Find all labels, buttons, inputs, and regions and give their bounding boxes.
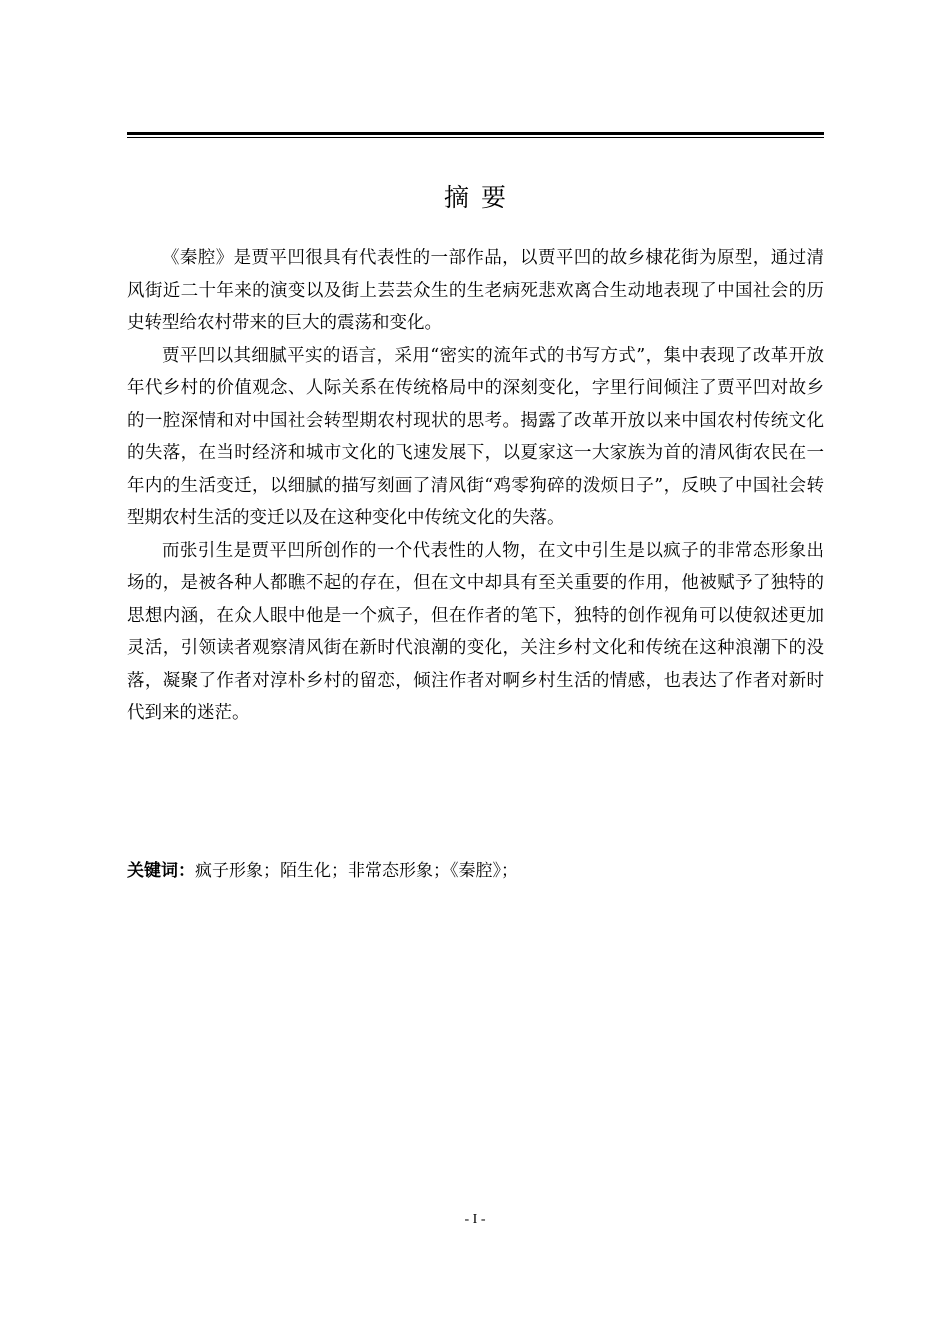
header-rule-thick [127, 132, 824, 135]
keywords-text: 疯子形象；陌生化；非常态形象；《秦腔》； [195, 861, 518, 881]
page-number: - I - [464, 1212, 486, 1227]
abstract-paragraph: 贾平凹以其细腻平实的语言，采用“密实的流年式的书写方式”，集中表现了改革开放年代乡村的价值观念、人际关系在传统格局中的深刻变化，字里行间倾注了贾平凹对故乡的一腔深情和对中国社会转型期农村现状的思考。揭露了改革开放以来中国农村传统文化的失落，在当时经济和城市文化的飞速发展下，以夏家这一大家族为首的清风街农民在一年内的生活变迁，以细腻的描写刻画了清风街“鸡零狗碎的泼烦日子”，反映了中国社会转型期农村生活的变迁以及在这种变化中传统文化的失落。 [127, 345, 824, 528]
header-rule-thin [127, 137, 824, 138]
keywords-label: 关键词： [127, 861, 195, 881]
abstract-paragraph: 《秦腔》是贾平凹很具有代表性的一部作品，以贾平凹的故乡棣花街为原型，通过清风街近二十年来的演变以及街上芸芸众生的生老病死悲欢离合生动地表现了中国社会的历史转型给农村带来的巨大的震荡和变化。 [127, 248, 824, 333]
page-title: 摘要 [443, 183, 518, 212]
abstract-body [127, 242, 824, 730]
keywords-line [127, 856, 824, 881]
abstract-paragraph: 而张引生是贾平凹所创作的一个代表性的人物，在文中引生是以疯子的非常态形象出场的，是被各种人都瞧不起的存在，但在文中却具有至关重要的作用，他被赋予了独特的思想内涵，在众人眼中他是一个疯子，但在作者的笔下，独特的创作视角可以使叙述更加灵活，引领读者观察清风街在新时代浪潮的变化，关注乡村文化和传统在这种浪潮下的没落，凝聚了作者对淳朴乡村的留恋，倾注作者对啊乡村生活的情感，也表达了作者对新时代到来的迷茫。 [127, 540, 824, 723]
